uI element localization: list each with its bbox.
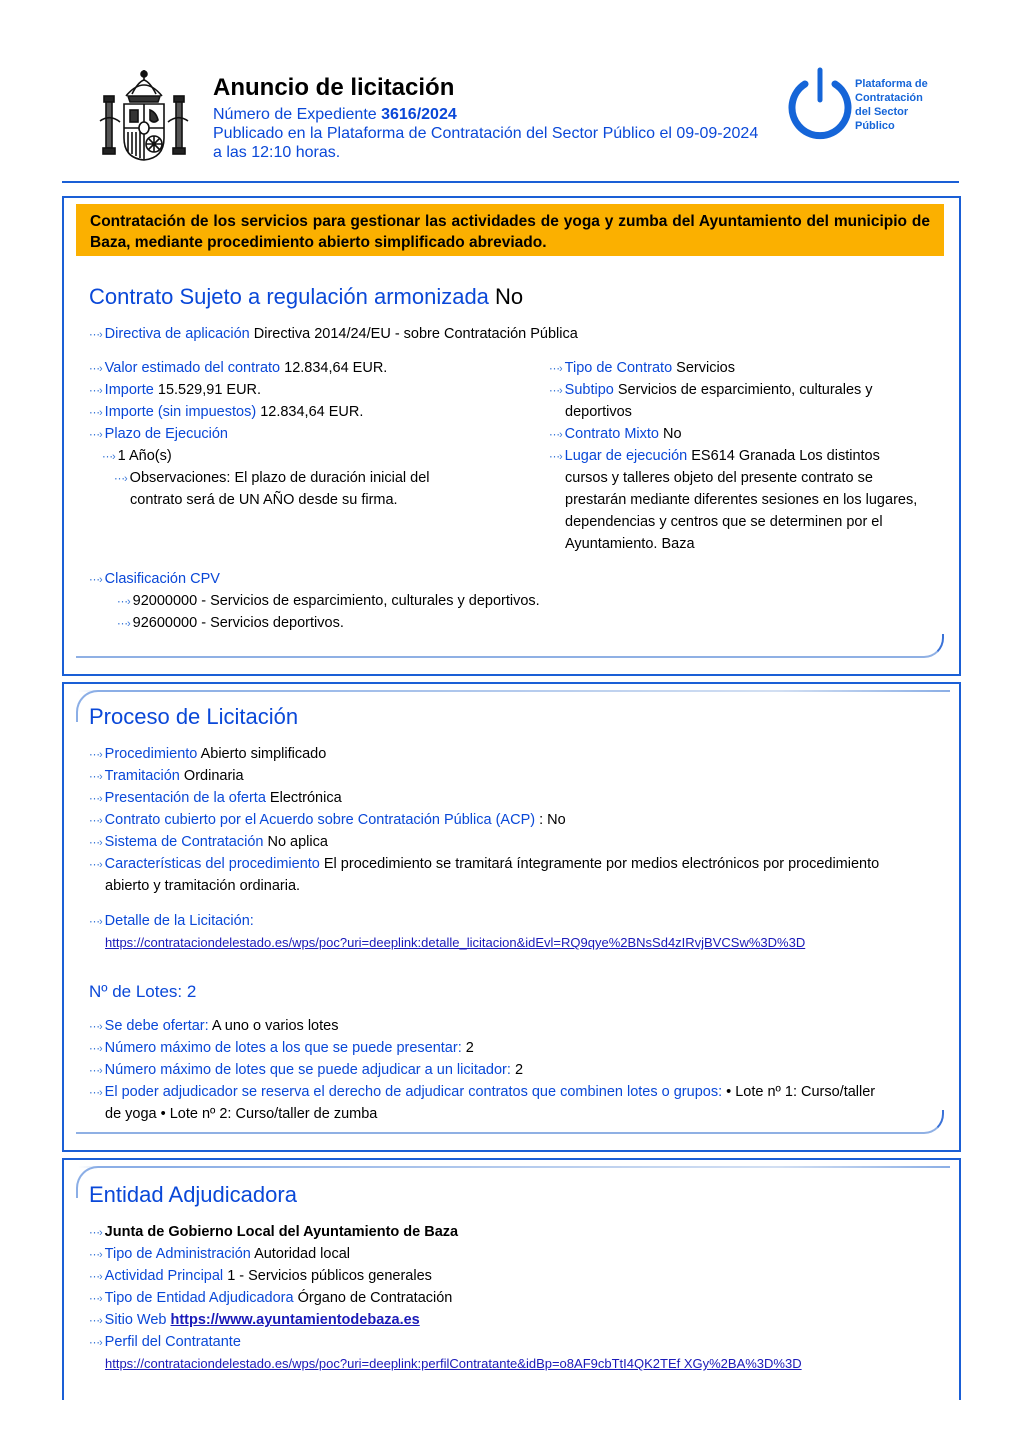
lugar-line: Ayuntamiento. Baza [565, 536, 695, 552]
field-label: Se debe ofertar: [104, 1018, 209, 1034]
entity-name-row [89, 1221, 458, 1244]
field-label: Contrato Mixto [564, 426, 659, 442]
plazo-value-row [102, 445, 172, 468]
dotted-arrow-icon: ⋯› [89, 1315, 102, 1327]
observaciones-row [114, 467, 430, 490]
field-label: Importe [104, 382, 154, 398]
dotted-arrow-icon: ⋯› [549, 429, 562, 441]
lugar-line: prestarán mediante diferentes sesiones en los lugares, [565, 492, 918, 508]
field-label: Clasificación CPV [104, 571, 220, 587]
detail-link-row [105, 932, 805, 954]
entity-heading: Entidad Adjudicadora [89, 1182, 297, 1207]
plazo-row [89, 423, 228, 446]
expediente-number: 3616/2024 [381, 106, 457, 123]
dotted-arrow-icon: ⋯› [89, 329, 102, 341]
entity-name: Junta de Gobierno Local del Ayuntamiento de Baza [104, 1224, 459, 1240]
harmonized-label: Contrato Sujeto a regulación armonizada [89, 284, 489, 309]
field-value: 15.529,91 EUR. [157, 382, 262, 398]
document-title: Anuncio de licitación [213, 74, 455, 101]
field-value: Electrónica [269, 790, 342, 806]
website-link[interactable]: https://www.ayuntamientodebaza.es [170, 1312, 420, 1328]
dotted-arrow-icon: ⋯› [114, 473, 127, 485]
field-value: El procedimiento se tramitará íntegramente por medios electrónicos por procedimiento [323, 856, 880, 872]
field-label: Contrato cubierto por el Acuerdo sobre Contratación Pública (ACP) [104, 812, 536, 828]
process-row [89, 743, 326, 766]
directive-row [89, 323, 578, 346]
platform-text-line: Público [855, 120, 895, 132]
dotted-arrow-icon: ⋯› [89, 1337, 102, 1349]
published-line: Publicado en la Plataforma de Contratación del Sector Público el 09-09-2024 [213, 125, 759, 142]
field-value: 92600000 - Servicios deportivos. [132, 615, 344, 631]
field-label: Presentación de la oferta [104, 790, 266, 806]
expediente-line [213, 106, 457, 124]
field-value: 1 Año(s) [117, 448, 172, 464]
contract-title-box: Contratación de los servicios para gestionar las actividades de yoga y zumba del Ayuntamiento del municipio de Baza, mediante procedimiento abierto simplificado abreviado. [76, 204, 944, 256]
dotted-arrow-icon: ⋯› [89, 1065, 102, 1077]
expediente-label: Número de Expediente [213, 106, 382, 123]
field-value: Abierto simplificado [200, 746, 327, 762]
dotted-arrow-icon: ⋯› [89, 1227, 102, 1239]
process-row [89, 787, 342, 810]
process-row [89, 853, 879, 876]
field-value: 2 [514, 1062, 524, 1078]
entity-section [62, 1158, 961, 1400]
lugar-line: cursos y talleres objeto del presente contrato se [565, 470, 873, 486]
dotted-arrow-icon: ⋯› [89, 749, 102, 761]
power-logo-icon [788, 66, 858, 146]
lots-heading: Nº de Lotes: 2 [89, 982, 197, 1001]
lots-row [89, 1037, 474, 1060]
dotted-arrow-icon: ⋯› [89, 1043, 102, 1055]
field-label: Valor estimado del contrato [104, 360, 281, 376]
field-value: ES614 Granada Los distintos [691, 448, 880, 464]
published-time: a las 12:10 horas. [213, 144, 341, 161]
cpv-item [117, 612, 344, 635]
process-row [89, 831, 328, 854]
field-value: Órgano de Contratación [297, 1290, 453, 1306]
field-label: Sistema de Contratación [104, 834, 264, 850]
dotted-arrow-icon: ⋯› [89, 793, 102, 805]
lots-row [89, 1015, 338, 1038]
field-label: Número máximo de lotes a los que se puede presentar: [104, 1040, 462, 1056]
dotted-arrow-icon: ⋯› [89, 771, 102, 783]
mixto-row [549, 423, 682, 446]
lots-row [89, 1081, 875, 1104]
field-label: Directiva de aplicación [104, 326, 250, 342]
entity-row [89, 1265, 432, 1288]
spain-coat-of-arms-icon [98, 66, 190, 164]
dotted-arrow-icon: ⋯› [89, 1087, 102, 1099]
field-value: 1 - Servicios públicos generales [227, 1268, 432, 1284]
dotted-arrow-icon: ⋯› [117, 596, 130, 608]
importe-row [89, 379, 261, 402]
header-divider [62, 181, 959, 183]
section-decoration [76, 1110, 944, 1134]
dotted-arrow-icon: ⋯› [89, 1021, 102, 1033]
field-value: 12.834,64 EUR. [260, 404, 364, 420]
field-value: Autoridad local [254, 1246, 350, 1262]
field-label: Subtipo [564, 382, 614, 398]
detail-link[interactable]: https://contrataciondelestado.es/wps/poc?uri=deeplink:detalle_licitacion&idEvl=RQ9qye%2BNsSd4zIRvjBVCSw%3D%3D [105, 935, 806, 950]
dotted-arrow-icon: ⋯› [102, 451, 115, 463]
field-label: El poder adjudicador se reserva el derecho de adjudicar contratos que combinen lotes o grupos: [104, 1084, 723, 1100]
process-row-cont [105, 875, 300, 897]
field-value: Ordinaria [183, 768, 244, 784]
field-value: deportivos [565, 404, 632, 420]
field-value: : No [539, 812, 566, 828]
cpv-item [117, 590, 540, 613]
entity-row [89, 1287, 452, 1310]
field-value: 12.834,64 EUR. [284, 360, 388, 376]
dotted-arrow-icon: ⋯› [89, 815, 102, 827]
field-label: Sitio Web [104, 1312, 167, 1328]
dotted-arrow-icon: ⋯› [89, 1271, 102, 1283]
dotted-arrow-icon: ⋯› [89, 574, 102, 586]
harmonized-heading [89, 284, 523, 310]
field-label: Tipo de Administración [104, 1246, 251, 1262]
field-label: Procedimiento [104, 746, 198, 762]
field-value: • Lote nº 1: Curso/taller [726, 1084, 876, 1100]
field-value: Servicios [676, 360, 735, 376]
field-label: Tipo de Contrato [564, 360, 673, 376]
dotted-arrow-icon: ⋯› [89, 837, 102, 849]
valor-row [89, 357, 387, 380]
section-decoration [76, 634, 944, 658]
field-value: Directiva 2014/24/EU - sobre Contratación Pública [253, 326, 578, 342]
process-row [89, 765, 244, 788]
harmonized-value: No [495, 284, 524, 309]
field-label: Tramitación [104, 768, 180, 784]
platform-logo-text [855, 77, 928, 133]
lugar-line: dependencias y centros que se determinen por el [565, 514, 883, 530]
dotted-arrow-icon: ⋯› [89, 916, 102, 928]
tipo-row [549, 357, 735, 380]
dotted-arrow-icon: ⋯› [89, 363, 102, 375]
field-label: Importe (sin impuestos) [104, 404, 257, 420]
dotted-arrow-icon: ⋯› [89, 429, 102, 441]
entity-row [89, 1243, 350, 1266]
website-row [89, 1309, 420, 1332]
field-label: Características del procedimiento [104, 856, 320, 872]
field-value: contrato será de UN AÑO desde su firma. [130, 492, 398, 508]
dotted-arrow-icon: ⋯› [549, 363, 562, 375]
field-value: 92000000 - Servicios de esparcimiento, culturales y deportivos. [132, 593, 540, 609]
field-label: Actividad Principal [104, 1268, 224, 1284]
field-value: No aplica [267, 834, 328, 850]
subtipo-row-2 [565, 401, 632, 423]
dotted-arrow-icon: ⋯› [549, 451, 562, 463]
lots-row [89, 1059, 523, 1082]
dotted-arrow-icon: ⋯› [117, 618, 130, 630]
field-value: Observaciones: El plazo de duración inicial del [129, 470, 430, 486]
field-label: Perfil del Contratante [104, 1334, 241, 1350]
dotted-arrow-icon: ⋯› [89, 1293, 102, 1305]
field-label: Detalle de la Licitación: [104, 913, 254, 929]
observaciones-row-2 [130, 489, 398, 511]
cpv-row [89, 568, 220, 591]
field-value: de yoga • Lote nº 2: Curso/taller de zumba [105, 1106, 378, 1122]
dotted-arrow-icon: ⋯› [89, 385, 102, 397]
field-label: Número máximo de lotes que se puede adjudicar a un licitador: [104, 1062, 511, 1078]
subtipo-row [549, 379, 873, 402]
dotted-arrow-icon: ⋯› [89, 859, 102, 871]
contract-section [62, 196, 961, 676]
field-value: A uno o varios lotes [211, 1018, 339, 1034]
field-value: abierto y tramitación ordinaria. [105, 878, 301, 894]
process-row [89, 809, 566, 832]
platform-text-line: Plataforma de [855, 78, 928, 90]
profile-row [89, 1331, 241, 1354]
platform-text-line: Contratación [855, 92, 923, 104]
dotted-arrow-icon: ⋯› [89, 407, 102, 419]
dotted-arrow-icon: ⋯› [89, 1249, 102, 1261]
importe-sin-row [89, 401, 363, 424]
dotted-arrow-icon: ⋯› [549, 385, 562, 397]
field-label: Lugar de ejecución [564, 448, 688, 464]
detail-row [89, 910, 254, 933]
field-label: Plazo de Ejecución [104, 426, 228, 442]
profile-link-row [105, 1353, 802, 1375]
platform-text-line: del Sector [855, 106, 909, 118]
lugar-row [549, 445, 880, 468]
field-label: Tipo de Entidad Adjudicadora [104, 1290, 294, 1306]
field-value: 2 [465, 1040, 474, 1056]
profile-link[interactable]: https://contrataciondelestado.es/wps/poc?uri=deeplink:perfilContratante&idBp=o8AF9cbTtI4QK2TEf XGy%2BA%3D%3D [105, 1356, 802, 1371]
field-value: Servicios de esparcimiento, culturales y [617, 382, 873, 398]
field-value: No [663, 426, 682, 442]
process-heading: Proceso de Licitación [89, 704, 299, 729]
process-section [62, 682, 961, 1152]
